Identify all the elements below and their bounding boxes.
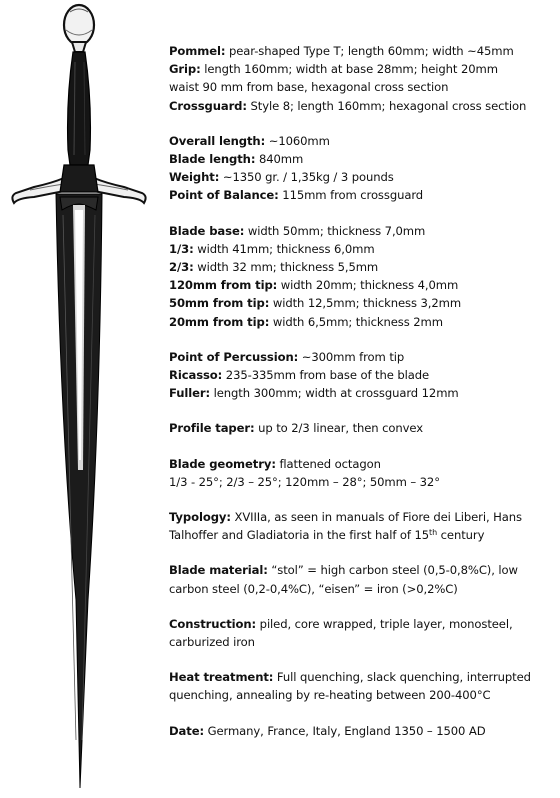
- spec-value: 840mm: [255, 152, 304, 167]
- spec-line: [169, 78, 554, 96]
- spec-label: 50mm from tip:: [169, 296, 270, 311]
- spec-block: [169, 132, 554, 205]
- spec-value: Full quenching, slack quenching, interrupted: [273, 670, 531, 685]
- spec-label: Blade base:: [169, 223, 245, 238]
- spec-line: [169, 150, 554, 168]
- spec-line: [169, 240, 554, 258]
- spec-block: [169, 455, 554, 491]
- spec-value: up to 2/3 linear, then convex: [254, 421, 424, 436]
- spec-line: [169, 132, 554, 150]
- spec-label: 120mm from tip:: [169, 278, 278, 293]
- spec-line: [169, 508, 554, 526]
- spec-value: length 160mm; width at base 28mm; height 20mm: [200, 62, 498, 77]
- spec-superscript: th: [429, 528, 438, 538]
- spec-value: Style 8; length 160mm; hexagonal cross section: [246, 98, 527, 113]
- spec-block: [169, 722, 554, 740]
- spec-block: [169, 42, 554, 115]
- spec-line: [169, 366, 554, 384]
- spec-line: [169, 722, 554, 740]
- spec-value: ~1350 gr. / 1,35kg / 3 pounds: [219, 170, 394, 185]
- spec-line: [169, 384, 554, 402]
- spec-line: [169, 419, 554, 437]
- spec-line: [169, 276, 554, 294]
- spec-value: piled, core wrapped, triple layer, monosteel,: [256, 616, 513, 631]
- spec-line: [169, 580, 554, 598]
- spec-value: “stol” = high carbon steel (0,5-0,8%C), low: [267, 563, 518, 578]
- spec-value: width 20mm; thickness 4,0mm: [277, 278, 459, 293]
- spec-value-suffix: century: [437, 528, 485, 543]
- spec-line: [169, 455, 554, 473]
- spec-label: Weight:: [169, 170, 220, 185]
- spec-value: carburized iron: [169, 635, 255, 650]
- spec-line: [169, 348, 554, 366]
- spec-line: [169, 633, 554, 651]
- blade: [56, 194, 102, 788]
- spec-block: [169, 615, 554, 651]
- spec-value: 115mm from crossguard: [278, 188, 424, 203]
- spec-line: [169, 186, 554, 204]
- spec-value: carbon steel (0,2-0,4%C), “eisen” = iron (>0,2%C): [169, 581, 458, 596]
- spec-line: [169, 686, 554, 704]
- spec-label: Profile taper:: [169, 421, 255, 436]
- spec-line: [169, 294, 554, 312]
- spec-line: [169, 668, 554, 686]
- spec-value: width 6,5mm; thickness 2mm: [269, 314, 443, 329]
- spec-block: [169, 348, 554, 403]
- sword-illustration: [0, 0, 165, 798]
- spec-label: Blade geometry:: [169, 456, 276, 471]
- spec-label: Construction:: [169, 616, 257, 631]
- spec-label: 1/3:: [169, 241, 194, 256]
- spec-label: Blade material:: [169, 563, 268, 578]
- spec-value: length 300mm; width at crossguard 12mm: [210, 386, 459, 401]
- spec-line: [169, 313, 554, 331]
- grip: [68, 52, 91, 165]
- spec-block: [169, 508, 554, 544]
- spec-value: 235-335mm from base of the blade: [222, 368, 430, 383]
- spec-value: ~300mm from tip: [298, 349, 405, 364]
- spec-label: Grip:: [169, 62, 201, 77]
- spec-label: 20mm from tip:: [169, 314, 270, 329]
- spec-line: [169, 526, 554, 544]
- spec-line: [169, 258, 554, 276]
- spec-block: [169, 419, 554, 437]
- spec-line: [169, 168, 554, 186]
- spec-value: 1/3 - 25°; 2/3 – 25°; 120mm – 28°; 50mm – 32°: [169, 474, 440, 489]
- spec-value: pear-shaped Type T; length 60mm; width ~45mm: [225, 44, 514, 58]
- spec-line: [169, 60, 554, 78]
- spec-sheet: [169, 42, 554, 757]
- spec-label: Point of Percussion:: [169, 349, 299, 364]
- spec-line: [169, 222, 554, 240]
- spec-value: Germany, France, Italy, England 1350 – 1500 AD: [204, 723, 486, 738]
- spec-value: width 12,5mm; thickness 3,2mm: [269, 296, 462, 311]
- spec-value: waist 90 mm from base, hexagonal cross section: [169, 80, 449, 95]
- spec-label: Crossguard:: [169, 98, 247, 113]
- spec-value: width 50mm; thickness 7,0mm: [244, 223, 426, 238]
- spec-label: Overall length:: [169, 133, 266, 148]
- spec-value: ~1060mm: [265, 133, 330, 148]
- spec-value: XVIIIa, as seen in manuals of Fiore dei Liberi, Hans: [230, 510, 522, 525]
- spec-label: Point of Balance:: [169, 188, 279, 203]
- spec-line: [169, 42, 554, 60]
- spec-label: Heat treatment:: [169, 670, 274, 685]
- spec-value: Talhoffer and Gladiatoria in the first half of 15: [169, 528, 430, 543]
- spec-label: Typology:: [169, 510, 231, 525]
- spec-label: Blade length:: [169, 152, 256, 167]
- spec-value: quenching, annealing by re-heating between 200-400°C: [169, 688, 491, 703]
- spec-label: 2/3:: [169, 260, 194, 275]
- spec-value: width 41mm; thickness 6,0mm: [193, 241, 375, 256]
- spec-label: Ricasso:: [169, 368, 223, 383]
- spec-block: [169, 668, 554, 704]
- spec-block: [169, 222, 554, 331]
- spec-line: [169, 473, 554, 491]
- spec-label: Fuller:: [169, 386, 211, 401]
- spec-label: Date:: [169, 723, 204, 738]
- spec-line: [169, 97, 554, 115]
- spec-label: Pommel:: [169, 44, 226, 58]
- spec-value: width 32 mm; thickness 5,5mm: [193, 260, 379, 275]
- spec-line: [169, 561, 554, 579]
- spec-value: flattened octagon: [275, 456, 381, 471]
- spec-line: [169, 615, 554, 633]
- spec-block: [169, 561, 554, 597]
- pommel: [64, 5, 94, 52]
